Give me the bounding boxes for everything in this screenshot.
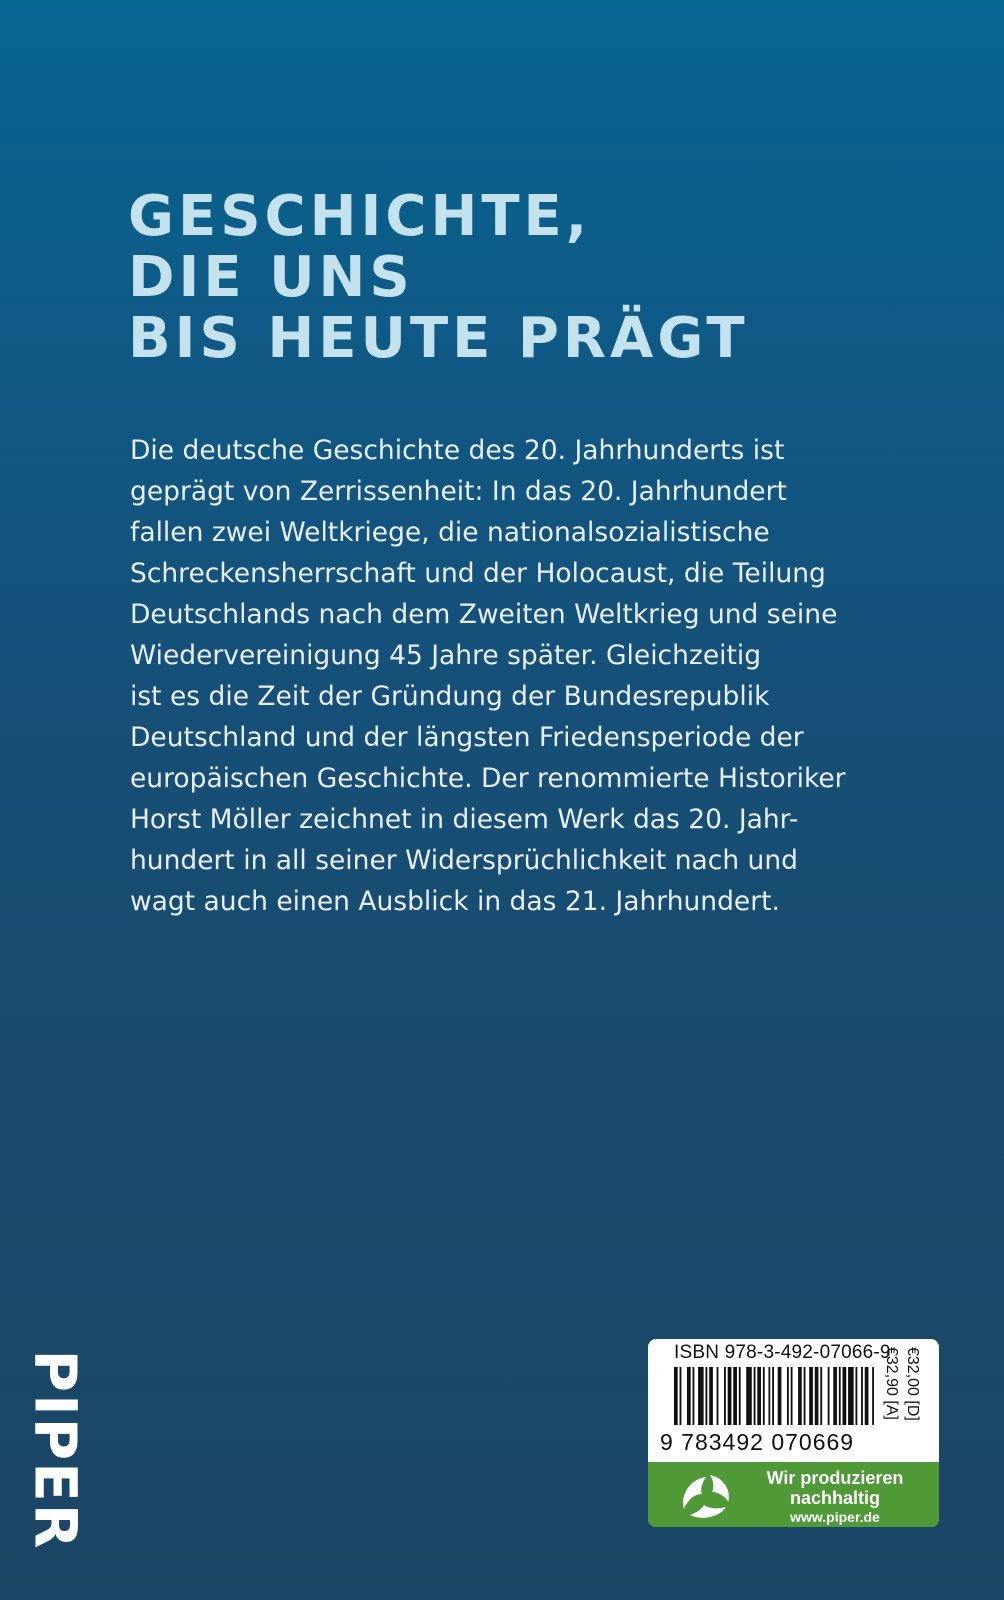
eco-text [750,1468,920,1526]
blurb-line: Deutschlands nach dem Zweiten Weltkrieg und seine [130,599,838,630]
blurb-line: europäischen Geschichte. Der renommierte Historiker [130,763,846,794]
publisher-url[interactable]: www.piper.de [790,1509,880,1525]
barcode-digits: 9 783492 070669 [660,1429,855,1455]
headline [128,186,749,369]
blurb-text [130,430,850,922]
barcode [674,1367,874,1425]
blurb-line: Schreckensherrschaft und der Holocaust, die Teilung [130,558,826,589]
eco-label [648,1462,939,1527]
blurb-line: fallen zwei Weltkriege, die nationalsozialistische [130,517,770,548]
blurb-line: wagt auch einen Ausblick in das 21. Jahrhundert. [130,886,780,917]
headline-line: BIS HEUTE PRÄGT [128,306,749,371]
piper-logo [21,1349,90,1551]
headline-line: DIE UNS [128,245,414,310]
price-germany: €32,00 [D] [904,1347,921,1421]
piper-logo-text: PIPER [21,1349,90,1551]
price-block [882,1347,922,1421]
price-austria: €32,90 [A] [883,1347,900,1420]
eco-line-1: Wir produzieren [766,1468,904,1488]
eco-line-2: nachhaltig [789,1488,880,1508]
blurb-line: Die deutsche Geschichte des 20. Jahrhunderts ist [130,435,785,466]
blurb-line: hundert in all seiner Widersprüchlichkeit nach und [130,845,798,876]
headline-line: GESCHICHTE, [128,184,592,249]
blurb-line: Deutschland und der längsten Friedensperiode der [130,722,804,753]
recycle-leaf-icon [676,1469,736,1521]
blurb-line: ist es die Zeit der Gründung der Bundesrepublik [130,681,770,712]
isbn-barcode-box [648,1339,939,1527]
blurb-line: Horst Möller zeichnet in diesem Werk das 20. Jahr- [130,804,799,835]
blurb-line: Wiedervereinigung 45 Jahre später. Gleichzeitig [130,640,762,671]
isbn-label: ISBN 978-3-492-07066-9 [674,1342,891,1363]
blurb-line: geprägt von Zerrissenheit: In das 20. Jahrhundert [130,476,787,507]
